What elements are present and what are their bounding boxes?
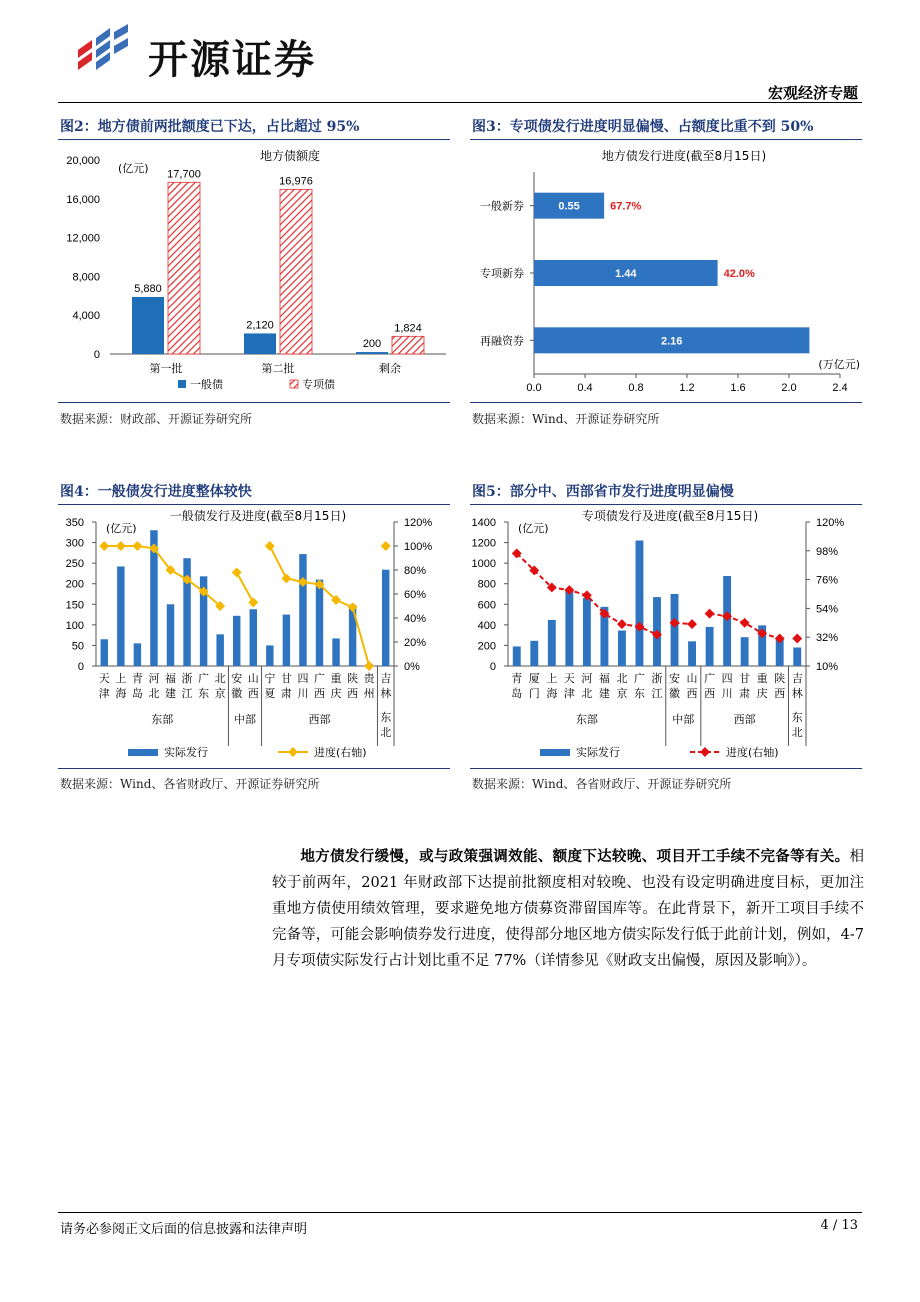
fig4-unit-label: (亿元) (106, 522, 137, 535)
fig4-bar (316, 580, 323, 666)
fig4-bar (233, 616, 240, 666)
footer-rule (58, 1212, 862, 1213)
fig5-legend-line: 进度(右轴) (726, 746, 779, 759)
fig4-progress-point (99, 541, 109, 551)
fig4-province-label: 江 (181, 687, 193, 700)
fig5-group-label: 北 (791, 726, 803, 739)
fig4-province-label: 林 (380, 687, 392, 700)
fig4-bar (266, 645, 273, 666)
fig5-ytick-right: 76% (816, 574, 839, 587)
fig4-bar (283, 615, 290, 666)
fig5-ytick-right: 98% (816, 545, 839, 558)
fig4-bar (167, 604, 174, 666)
fig3-unit-label: (万亿元) (818, 358, 860, 371)
fig2-chart-title: 地方债额度 (259, 149, 321, 163)
fig5-progress-point (740, 618, 750, 628)
fig5-province-label: 西 (774, 687, 786, 700)
fig4-province-label: 安 (231, 672, 243, 685)
fig4-province-label: 东 (198, 687, 210, 700)
fig2-bar-general (244, 333, 276, 354)
fig5-bar (706, 627, 714, 666)
fig5-legend-bar-swatch (540, 749, 570, 756)
fig5-group-label: 东部 (575, 713, 598, 726)
fig5-province-label: 海 (546, 687, 558, 700)
fig5-ytick-left: 800 (477, 578, 496, 591)
fig2-data-label: 200 (362, 338, 382, 351)
fig4-province-label: 陕 (347, 672, 359, 685)
fig5-province-label: 陕 (774, 672, 786, 685)
fig4-legend-bar-swatch (128, 749, 158, 756)
fig2-ytick: 0 (93, 349, 100, 361)
fig4-province-label: 岛 (131, 687, 143, 700)
body-text: 相较于前两年，2021 年财政部下达提前批额度相对较晚、也没有设定明确进度目标，更加注重地方债使用绩效管理，要求避免地方债募资滞留国库等。在此背景下，新开工项目手续不完备等，可能会影响债券发行进度，使得部分地区地方债实际发行低于此前计划，例如，4-7 月专项债实际发行占计划比重不足 77%（详情参见《财政支出偏慢，原因及影响》）。 (272, 849, 864, 969)
fig3-category-label: 再融资券 (480, 334, 524, 348)
fig4-province-label: 北 (214, 672, 226, 685)
fig5-province-label: 庆 (756, 687, 768, 700)
fig4-ytick-right: 20% (404, 637, 427, 649)
fig5-bar (513, 646, 521, 666)
fig2-data-label: 16,976 (279, 175, 313, 188)
fig4-group-label: 东 (380, 711, 392, 724)
fig4-group-label: 北 (380, 726, 392, 739)
report-type: 宏观经济专题 (767, 84, 858, 102)
fig5-province-label: 川 (721, 687, 733, 700)
fig5-unit-label: (亿元) (518, 522, 549, 535)
fig4-province-label: 宁 (264, 672, 276, 685)
fig5-bar (793, 647, 801, 666)
fig5-progress-point (705, 609, 715, 619)
fig4-progress-point (381, 541, 391, 551)
fig4-ytick-left: 150 (65, 599, 84, 612)
fig4-ytick-right: 0% (404, 661, 420, 673)
fig5-province-label: 门 (528, 687, 540, 700)
fig5-ytick-left: 400 (477, 619, 496, 632)
fig4-province-label: 西 (247, 687, 259, 700)
fig5-title-rule (470, 504, 862, 505)
fig2-title: 图2：地方债前两批额度已下达，占比超过 95% (60, 119, 360, 135)
fig5-bar (688, 641, 696, 666)
fig5-province-label: 上 (546, 672, 558, 685)
fig3-xtick: 2.0 (781, 382, 797, 394)
fig4-province-label: 州 (363, 687, 375, 700)
fig4-progress-point (281, 573, 291, 583)
fig4-province-label: 广 (198, 672, 210, 685)
fig4-province-label: 西 (314, 687, 325, 700)
fig2-category-label: 剩余 (379, 362, 401, 375)
fig5-province-label: 江 (651, 687, 663, 700)
fig5-ytick-left: 600 (477, 599, 496, 612)
fig4-ytick-left: 250 (65, 558, 84, 571)
footer-disclaimer: 请务必参阅正文后面的信息披露和法律声明 (60, 1222, 308, 1237)
fig4-bar (183, 558, 190, 666)
fig4-progress-point (265, 541, 275, 551)
fig4-legend-bar: 实际发行 (164, 746, 208, 759)
fig4-progress-point (132, 541, 142, 551)
fig4-ytick-left: 350 (65, 517, 84, 529)
fig5-legend-line-marker (700, 747, 710, 757)
fig5-province-label: 林 (791, 687, 803, 700)
fig4-group-label: 西部 (308, 713, 331, 726)
fig5-progress-point (792, 634, 802, 644)
fig5-bar (671, 594, 679, 666)
fig5-bar (618, 631, 626, 666)
fig5-ytick-right: 120% (816, 517, 845, 529)
fig4-source-rule (58, 768, 450, 769)
fig3-chart-title: 地方债发行进度(截至8月15日) (601, 149, 767, 163)
fig2-data-label: 17,700 (167, 168, 201, 181)
fig5-ytick-left: 1200 (471, 537, 496, 550)
page-number: 4 / 13 (820, 1218, 858, 1233)
fig4-bar (101, 639, 108, 666)
fig5-province-label: 西 (686, 687, 698, 700)
fig4-province-label: 徽 (231, 687, 243, 700)
fig4-ytick-left: 50 (71, 640, 84, 653)
fig5-bar (741, 637, 749, 666)
fig2-title-rule (58, 139, 450, 140)
fig5-province-label: 广 (704, 672, 716, 685)
fig2-chart (58, 142, 453, 400)
fig2-source-rule (58, 402, 450, 403)
fig5-title: 图5：部分中、西部省市发行进度明显偏慢 (472, 484, 734, 500)
fig5-province-label: 津 (563, 687, 575, 700)
fig3-xtick: 0.0 (526, 382, 542, 394)
fig5-province-label: 河 (581, 672, 593, 685)
fig2-bar-general (132, 297, 164, 354)
fig3-pct-label: 67.7% (610, 200, 642, 213)
fig5-source: 数据来源：Wind、各省财政厅、开源证券研究所 (472, 777, 732, 791)
fig4-province-label: 庆 (330, 687, 342, 700)
fig2-data-label: 1,824 (394, 322, 422, 335)
fig4-group-label: 中部 (234, 713, 256, 726)
fig4-province-label: 青 (131, 672, 143, 685)
fig2-legend-general-swatch (178, 380, 186, 388)
fig5-group-label: 东 (791, 711, 803, 724)
fig3-xtick: 0.4 (577, 382, 593, 394)
fig3-xtick: 2.4 (832, 382, 848, 394)
fig5-ytick-right: 10% (816, 661, 839, 673)
fig4-ytick-right: 120% (404, 517, 433, 529)
fig4-province-label: 吉 (380, 672, 392, 685)
fig4-legend-line: 进度(右轴) (314, 746, 367, 759)
body-bold-lead: 地方债发行缓慢，或与政策强调效能、额度下达较晚、项目开工手续不完备等有关。 (300, 848, 850, 865)
fig5-province-label: 四 (721, 672, 733, 685)
fig4-ytick-left: 100 (65, 619, 84, 632)
fig2-legend-general: 一般债 (190, 378, 223, 391)
fig4-source: 数据来源：Wind、各省财政厅、开源证券研究所 (60, 777, 320, 791)
body-paragraph (272, 844, 864, 974)
fig5-group-label: 西部 (733, 713, 756, 726)
fig3-source-rule (470, 402, 862, 403)
fig4-province-label: 重 (330, 672, 342, 685)
fig5-ytick-left: 200 (477, 640, 496, 653)
fig2-data-label: 5,880 (134, 282, 162, 295)
fig4-province-label: 甘 (280, 672, 292, 685)
fig5-bar (565, 590, 573, 666)
fig4-province-label: 夏 (264, 687, 276, 700)
fig5-province-label: 青 (511, 672, 523, 685)
fig3-title-rule (470, 139, 862, 140)
fig4-bar (332, 638, 339, 666)
fig5-ytick-right: 32% (816, 632, 839, 645)
fig4-progress-point (248, 597, 258, 607)
fig2-legend-special: 专项债 (302, 378, 335, 391)
fig3-xtick: 0.8 (628, 382, 644, 394)
fig5-province-label: 东 (633, 687, 645, 700)
fig2-data-label: 2,120 (246, 319, 274, 332)
fig5-source-rule (470, 768, 862, 769)
fig5-group-label: 中部 (672, 713, 695, 726)
fig2-category-label: 第二批 (261, 362, 295, 375)
fig5-chart (470, 506, 865, 768)
fig5-province-label: 浙 (651, 672, 663, 685)
fig4-legend-line-marker (288, 747, 298, 757)
fig3-value-label: 0.55 (558, 200, 580, 213)
fig4-bar (216, 634, 223, 666)
fig5-ytick-left: 0 (489, 661, 496, 673)
fig4-ytick-right: 60% (404, 589, 427, 601)
fig2-ytick: 12,000 (66, 232, 100, 245)
fig5-bar (548, 620, 556, 666)
fig3-category-label: 专项新券 (480, 267, 524, 280)
fig2-ytick: 8,000 (72, 271, 100, 284)
fig5-province-label: 西 (704, 687, 716, 700)
fig5-province-label: 福 (598, 672, 610, 685)
fig5-chart-title: 专项债发行及进度(截至8月15日) (581, 509, 759, 523)
fig2-bar-special (168, 182, 200, 354)
fig2-legend-special-swatch (290, 380, 298, 388)
fig3-pct-label: 42.0% (723, 268, 755, 280)
fig4-ytick-left: 200 (65, 578, 84, 591)
fig5-province-label: 肃 (739, 687, 751, 700)
fig3-title: 图3：专项债发行进度明显偏慢、占额度比重不到 50% (472, 119, 814, 135)
fig4-province-label: 北 (148, 687, 160, 700)
fig5-bar (636, 541, 644, 666)
fig4-title: 图4：一般债发行进度整体较快 (60, 484, 252, 500)
fig2-ytick: 4,000 (72, 310, 100, 323)
header-rule (58, 102, 862, 103)
fig5-bar (583, 598, 591, 666)
fig3-xtick: 1.6 (730, 382, 746, 394)
fig4-province-label: 天 (98, 672, 110, 685)
fig5-province-label: 厦 (528, 672, 540, 685)
fig2-unit-label: (亿元) (118, 162, 149, 175)
fig4-province-label: 海 (115, 687, 127, 700)
fig4-province-label: 河 (148, 672, 160, 685)
fig5-province-label: 吉 (791, 672, 803, 685)
fig2-ytick: 16,000 (66, 193, 100, 206)
fig4-bar (134, 643, 141, 666)
fig5-bar (530, 641, 538, 666)
fig4-province-label: 建 (165, 687, 176, 700)
fig5-province-label: 徽 (669, 687, 681, 700)
fig4-ytick-left: 300 (65, 537, 84, 550)
fig5-province-label: 天 (563, 672, 575, 685)
fig4-bar (299, 554, 306, 666)
fig4-title-rule (58, 504, 450, 505)
fig3-source: 数据来源：Wind、开源证券研究所 (472, 412, 660, 426)
fig4-province-label: 肃 (280, 687, 292, 700)
fig5-progress-point (617, 619, 627, 629)
fig4-ytick-right: 100% (404, 541, 433, 553)
fig5-province-label: 建 (598, 687, 610, 700)
brand-name: 开源证券 (148, 37, 316, 83)
fig4-ytick-left: 0 (77, 661, 84, 673)
fig4-group-label: 东部 (151, 713, 174, 726)
fig5-legend-bar: 实际发行 (576, 746, 620, 759)
fig4-province-label: 福 (165, 672, 176, 685)
fig4-province-label: 浙 (181, 672, 193, 685)
fig4-progress-point (232, 567, 242, 577)
fig5-ytick-left: 1400 (471, 517, 496, 529)
fig2-ytick: 20,000 (66, 155, 100, 167)
fig4-ytick-right: 40% (404, 613, 427, 625)
fig4-bar (250, 609, 257, 666)
fig3-value-label: 1.44 (615, 268, 637, 280)
fig5-province-label: 重 (756, 672, 768, 685)
fig2-bar-special (392, 336, 424, 354)
fig5-progress-point (687, 619, 697, 629)
fig4-province-label: 四 (297, 672, 309, 685)
fig4-province-label: 贵 (363, 672, 375, 685)
fig3-chart (470, 142, 865, 400)
fig4-chart-title: 一般债发行及进度(截至8月15日) (169, 509, 347, 523)
fig4-province-label: 上 (115, 672, 127, 685)
fig4-bar (382, 570, 389, 666)
fig5-province-label: 广 (633, 672, 645, 685)
fig5-ytick-right: 54% (816, 603, 839, 616)
fig4-chart (58, 506, 453, 768)
fig3-xtick: 1.2 (679, 382, 695, 394)
fig4-ytick-right: 80% (404, 565, 427, 577)
fig4-province-label: 京 (214, 687, 226, 700)
fig5-province-label: 北 (616, 672, 628, 685)
fig5-province-label: 北 (581, 687, 593, 700)
logo-icon (70, 22, 140, 82)
fig5-province-label: 山 (686, 672, 698, 685)
fig5-province-label: 京 (616, 687, 628, 700)
fig3-category-label: 一般新券 (480, 199, 524, 213)
fig4-province-label: 西 (347, 687, 359, 700)
fig4-progress-point (116, 541, 126, 551)
fig4-province-label: 山 (247, 672, 259, 685)
fig4-bar (117, 566, 124, 666)
fig4-province-label: 津 (98, 687, 110, 700)
fig2-bar-special (280, 189, 312, 354)
fig5-province-label: 安 (669, 672, 681, 685)
fig4-progress-point (364, 661, 374, 671)
fig2-bar-general (356, 352, 388, 354)
fig5-ytick-left: 1000 (471, 558, 496, 571)
fig3-value-label: 2.16 (660, 335, 683, 348)
fig4-province-label: 川 (297, 687, 309, 700)
fig4-province-label: 广 (314, 672, 325, 685)
fig2-category-label: 第一批 (149, 362, 183, 375)
fig5-province-label: 甘 (739, 672, 751, 685)
fig4-progress-line (237, 572, 254, 602)
fig5-province-label: 岛 (511, 687, 523, 700)
fig2-source: 数据来源：财政部、开源证券研究所 (60, 412, 253, 426)
